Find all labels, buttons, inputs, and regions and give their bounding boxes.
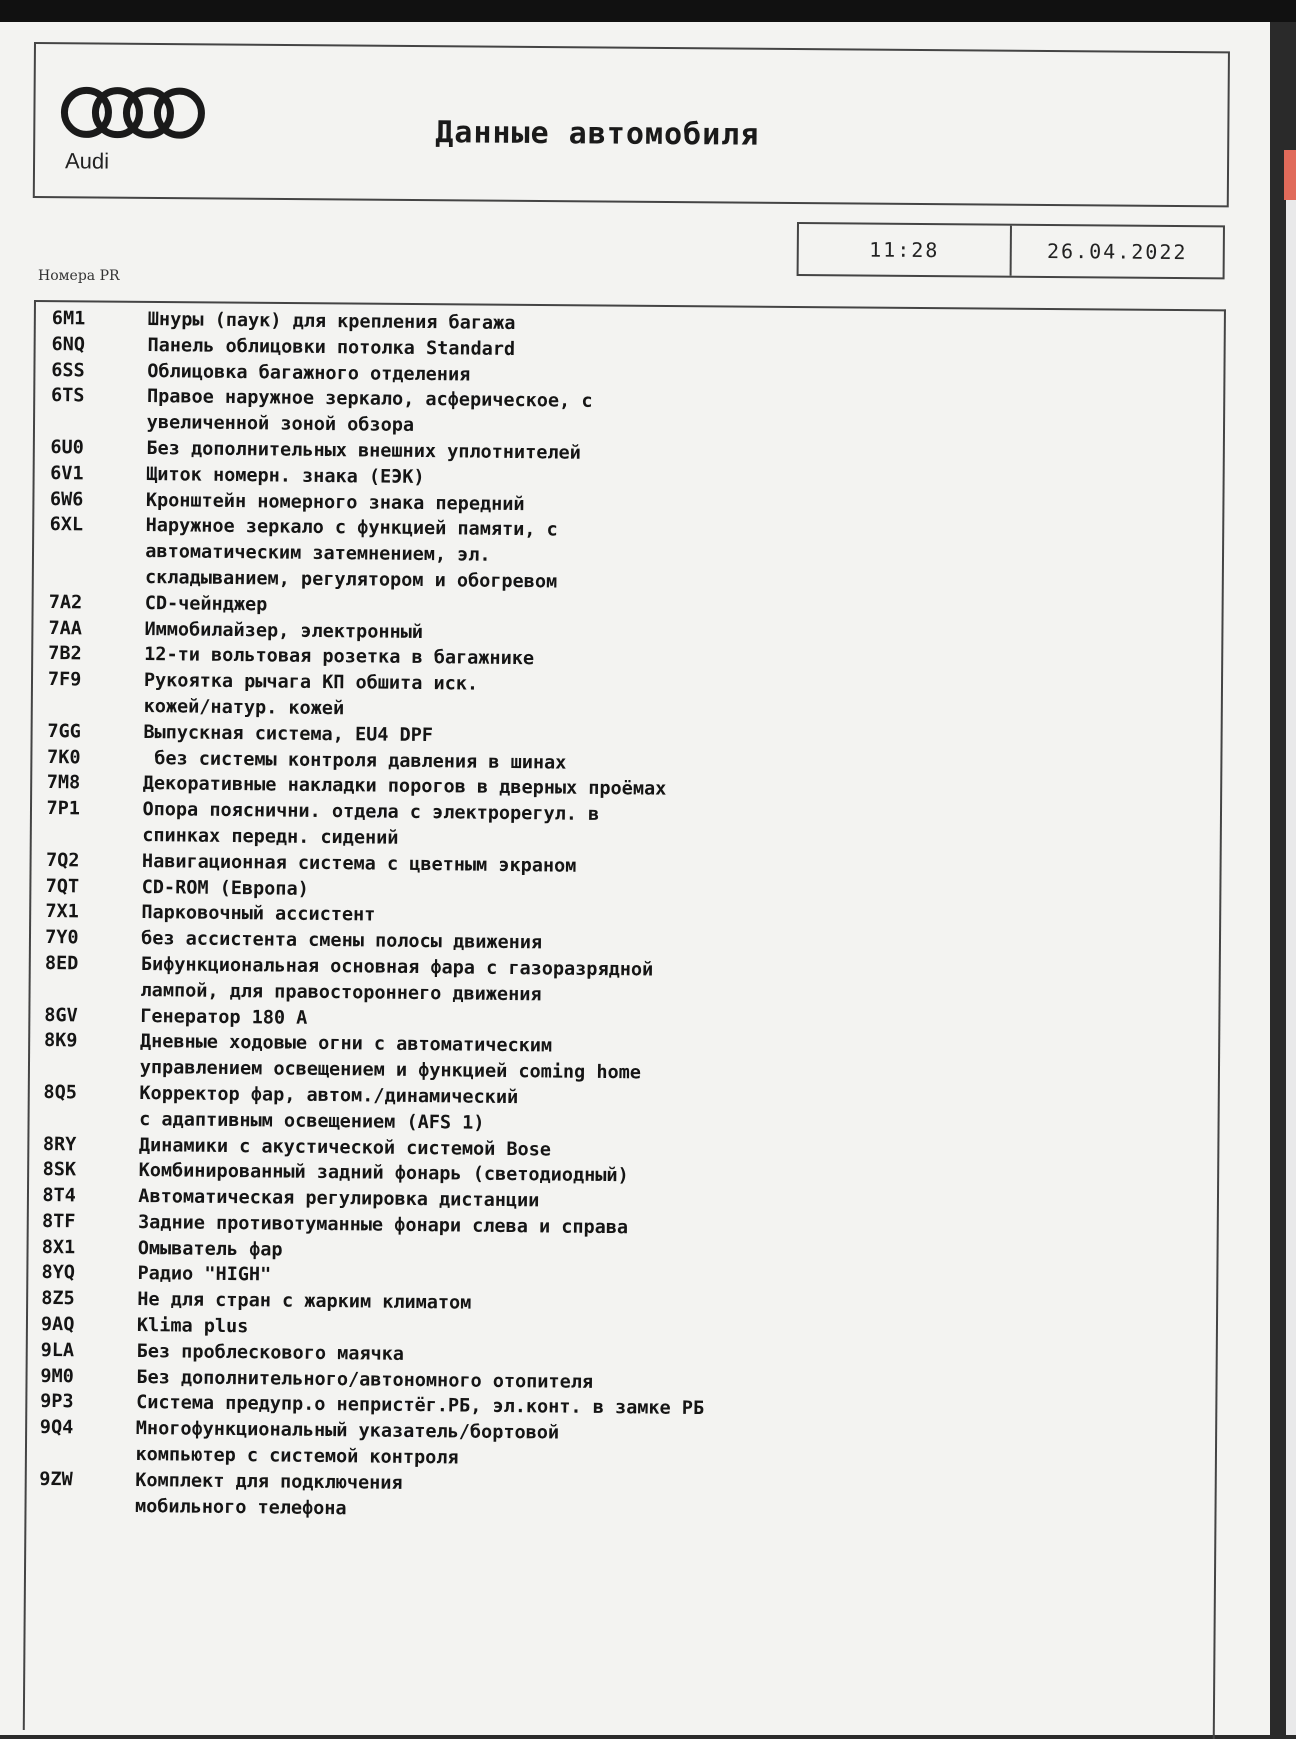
pr-description: Без дополнительного/автономного отопителя xyxy=(136,1366,594,1393)
pr-code: 9P3 xyxy=(40,1391,74,1413)
pr-code: 8GV xyxy=(44,1004,78,1026)
pr-code: 7Y0 xyxy=(45,927,79,949)
pr-code: 8YQ xyxy=(41,1262,76,1284)
pr-description: Не для стран с жарким климатом xyxy=(137,1289,472,1314)
pr-code: 8Q5 xyxy=(43,1081,78,1104)
pr-code: 7K0 xyxy=(47,746,81,768)
pr-code: 8T4 xyxy=(42,1185,76,1207)
pr-description: Омыватель фар xyxy=(137,1237,283,1261)
pr-description: Наружное зеркало с функцией памяти, с автоматическим затемнением, эл. складыванием, регулятором и обогревом xyxy=(144,515,558,593)
pr-description: Без проблескового маячка xyxy=(136,1340,405,1365)
pr-description: Автоматическая регулировка дистанции xyxy=(138,1186,540,1212)
pr-description: Комплект для подключения мобильного телефона xyxy=(134,1469,403,1519)
pr-description: Парковочный ассистент xyxy=(141,902,376,926)
pr-code: 9M0 xyxy=(40,1365,74,1387)
pr-code: 8X1 xyxy=(41,1236,76,1258)
pr-description: Генератор 180 А xyxy=(140,1005,308,1029)
pr-code: 7A2 xyxy=(48,591,83,614)
pr-code: 7X1 xyxy=(45,901,79,923)
pr-code: 9LA xyxy=(40,1339,75,1362)
pr-description: Шнуры (паук) для крепления багажа xyxy=(147,309,516,335)
pr-description: CD-чейнджер xyxy=(144,592,268,616)
pr-description: Корректор фар, автом./динамический с адаптивным освещением (AFS 1) xyxy=(139,1082,519,1134)
pr-description: Декоративные накладки порогов в дверных проёмах xyxy=(142,773,667,801)
document-page xyxy=(0,22,1270,1735)
pr-description: Бифункциональная основная фара с газоразрядной лампой, для правостороннего движения xyxy=(140,953,654,1006)
pr-code: 8K9 xyxy=(43,1030,78,1052)
pr-code: 7P1 xyxy=(46,798,81,820)
pr-description: Радио "HIGH" xyxy=(137,1263,272,1286)
datetime-box xyxy=(797,222,1225,279)
pr-code: 9AQ xyxy=(40,1314,75,1336)
pr-description: без ассистента смены полосы движения xyxy=(141,928,543,954)
pr-code: 6XL xyxy=(49,514,84,536)
pr-description: Выпускная система, EU4 DPF xyxy=(143,721,434,746)
pr-description: Щиток номерн. знака (ЕЭК) xyxy=(146,463,425,488)
pr-code: 6M1 xyxy=(51,307,86,330)
pr-code: 7F9 xyxy=(47,669,82,691)
pr-description: Система предупр.о непристёг.РБ, эл.конт. в замке РБ xyxy=(136,1392,705,1420)
pr-description: без системы контроля давления в шинах xyxy=(143,747,567,774)
pr-description: Правое наружное зеркало, асферическое, с увеличенной зоной обзора xyxy=(146,386,593,437)
pr-description: Облицовка багажного отделения xyxy=(147,360,471,386)
pr-code: 6NQ xyxy=(51,333,86,356)
logo-text: Audi xyxy=(64,148,110,174)
pr-description: Иммобилайзер, электронный xyxy=(144,618,424,643)
pr-description: Рукоятка рычага КП обшита иск. кожей/натур. кожей xyxy=(143,670,479,720)
pr-code: 7B2 xyxy=(48,643,82,665)
pr-description: Опора пояснични. отдела с электрорегул. в спинках передн. сидений xyxy=(142,799,600,849)
pr-description: Динамики с акустической системой Bose xyxy=(138,1134,552,1160)
pr-code: 7Q2 xyxy=(45,849,80,872)
pr-code: 7M8 xyxy=(46,772,81,794)
top-bar xyxy=(0,0,1296,22)
pr-code: 7QT xyxy=(45,875,80,897)
pr-code-list xyxy=(39,306,1152,1530)
pr-description: Панель облицовки потолка Standard xyxy=(147,334,516,360)
pr-code: 7GG xyxy=(47,720,81,743)
pr-code: 8Z5 xyxy=(41,1288,75,1310)
pr-code: 8RY xyxy=(42,1133,77,1155)
pr-description: Кронштейн номерного знака передний xyxy=(145,489,525,515)
pr-description: Дневные ходовые огни с автоматическим управлением освещением и функцией coming home xyxy=(139,1031,642,1084)
pr-code: 6TS xyxy=(50,385,85,407)
pr-code: 9ZW xyxy=(39,1468,73,1491)
pr-description: Без дополнительных внешних уплотнителей xyxy=(146,438,581,464)
audi-rings-logo xyxy=(59,82,209,143)
pr-code: 8TF xyxy=(41,1210,76,1233)
list-item xyxy=(49,512,1150,601)
document-title: Данные автомобиля xyxy=(435,115,760,153)
time-value: 11:28 xyxy=(869,237,940,263)
pr-description: Навигационная система с цветным экраном xyxy=(141,850,577,877)
pr-code: 6W6 xyxy=(49,488,84,510)
pr-code: 8ED xyxy=(44,952,79,975)
pr-code: 6SS xyxy=(51,359,85,381)
date-value: 26.04.2022 xyxy=(1010,226,1223,278)
pr-code: 6U0 xyxy=(50,436,85,459)
pr-description: 12-ти вольтовая розетка в багажнике xyxy=(144,644,535,670)
pr-code: 9Q4 xyxy=(39,1417,74,1439)
edge-strip-red xyxy=(1284,150,1296,200)
header-box xyxy=(33,42,1230,207)
pr-description: Многофункциональный указатель/бортовой компьютер с системой контроля xyxy=(135,1418,560,1469)
pr-code: 7AA xyxy=(48,617,83,639)
edge-strip xyxy=(1286,200,1296,1735)
pr-description: Klima plus xyxy=(136,1315,249,1338)
pr-code: 8SK xyxy=(42,1159,77,1181)
pr-description: Комбинированный задний фонарь (светодиодный) xyxy=(138,1160,629,1187)
section-label: Номера PR xyxy=(38,268,120,284)
pr-description: CD-ROM (Европа) xyxy=(141,876,309,900)
pr-code: 6V1 xyxy=(50,462,84,485)
pr-description: Задние противотуманные фонари слева и справа xyxy=(137,1211,629,1239)
